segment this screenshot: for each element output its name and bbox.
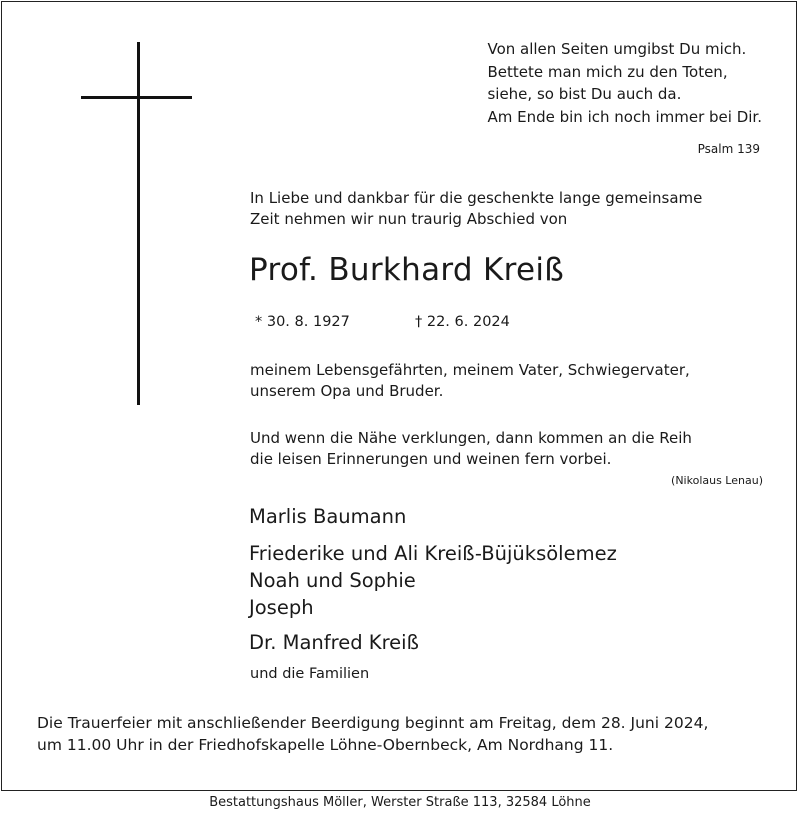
intro-line: In Liebe und dankbar für die geschenkte lange gemeinsame — [250, 189, 703, 207]
birth-date: * 30. 8. 1927 — [255, 314, 350, 330]
mourner-name: Friederike und Ali Kreiß-Büjüksölemez — [249, 542, 617, 565]
deceased-name: Prof. Burkhard Kreiß — [249, 252, 565, 288]
relation-text — [250, 360, 690, 402]
psalm-line: Von allen Seiten umgibst Du mich. — [487, 40, 747, 58]
mourner-name: Marlis Baumann — [249, 505, 407, 528]
mourner-name: Dr. Manfred Kreiß — [249, 631, 419, 654]
intro-line: Zeit nehmen wir nun traurig Abschied von — [250, 210, 568, 228]
psalm-line: Am Ende bin ich noch immer bei Dir. — [487, 107, 762, 126]
funeral-service-info — [37, 712, 708, 756]
psalm-reference: Psalm 139 — [697, 142, 760, 156]
service-line: Die Trauerfeier mit anschließender Beerdigung beginnt am Freitag, dem 28. Juni 2024, — [37, 714, 709, 732]
psalm-verse — [487, 38, 762, 128]
relation-line: meinem Lebensgefährten, meinem Vater, Schwiegervater, — [250, 361, 690, 379]
funeral-home-footer: Bestattungshaus Möller, Werster Straße 113, 32584 Löhne — [209, 795, 591, 810]
quote-line: die leisen Erinnerungen und weinen fern vorbei. — [250, 450, 612, 468]
service-line: um 11.00 Uhr in der Friedhofskapelle Löhne-Obernbeck, Am Nordhang 11. — [37, 736, 614, 754]
cross-horizontal-bar — [81, 96, 192, 99]
relation-line: unserem Opa und Bruder. — [250, 382, 444, 400]
quote-author: (Nikolaus Lenau) — [671, 474, 763, 487]
families-line: und die Familien — [250, 666, 370, 682]
intro-text — [250, 188, 702, 230]
poem-quote — [250, 428, 692, 470]
quote-line: Und wenn die Nähe verklungen, dann kommen an die Reih — [250, 429, 692, 447]
death-date: † 22. 6. 2024 — [415, 314, 510, 330]
mourner-name: Noah und Sophie — [249, 569, 416, 592]
psalm-line: siehe, so bist Du auch da. — [487, 85, 682, 103]
psalm-line: Bettete man mich zu den Toten, — [487, 62, 728, 81]
mourner-name: Joseph — [249, 596, 314, 619]
